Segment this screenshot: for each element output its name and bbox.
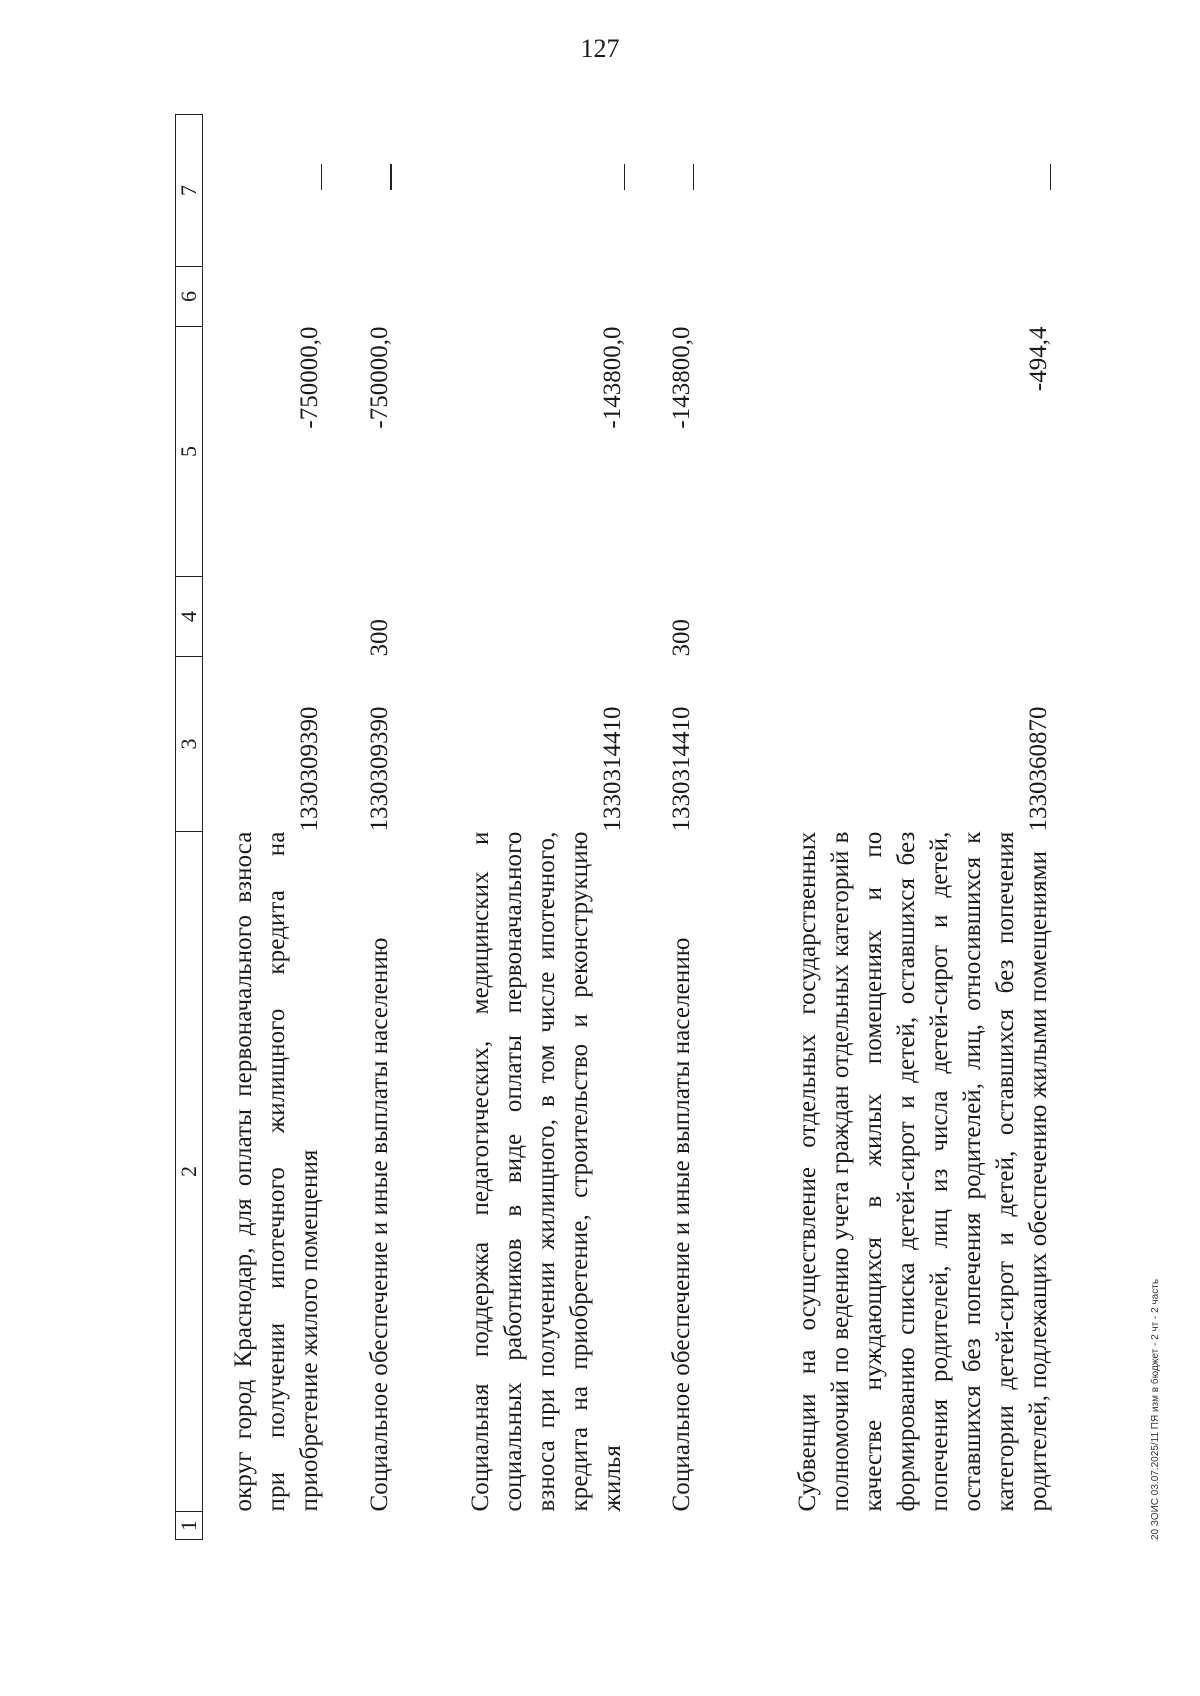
footer-note: 20 ЗОИС 03.07.2025/11 ПЯ изм в бюджет - 2 чт - 2 часть xyxy=(1150,1278,1161,1540)
row-vr: 300 xyxy=(668,619,696,657)
row-col7-dash xyxy=(657,115,698,267)
row-vr xyxy=(424,577,630,657)
row-description: Социальная поддержка педагогических, медицинских и социальных работников в виде оплаты первоначального взноса при получении жилищного, в том числе ипотечного, кредита на приобретение, строительство и реконструкцию жилья xyxy=(467,831,627,1512)
table-row xyxy=(424,115,630,1540)
row-amount: -750000,0 xyxy=(296,326,324,429)
rotated-table-wrapper xyxy=(175,115,1055,1540)
row-vr: 300 xyxy=(365,619,393,657)
row-description: Социальное обеспечение и иные выплаты населению xyxy=(668,937,696,1512)
row-amount: -750000,0 xyxy=(365,326,393,429)
row-vr xyxy=(726,577,1055,657)
row-code: 1330309390 xyxy=(296,706,324,832)
row-amount: -143800,0 xyxy=(668,326,696,429)
header-col-6: 6 xyxy=(176,267,203,327)
row-col7-dash xyxy=(424,115,630,267)
header-col-3: 3 xyxy=(176,657,203,832)
row-code: 1330314410 xyxy=(668,706,696,832)
header-col-5: 5 xyxy=(176,327,203,577)
header-col-7: 7 xyxy=(176,115,203,267)
header-col-2: 2 xyxy=(176,832,203,1512)
row-amount: -494,4 xyxy=(1025,326,1052,392)
table-row xyxy=(354,115,395,1540)
budget-table xyxy=(175,114,1055,1540)
row-description: Субвенции на осуществление отдельных государственных полномочий по ведению учета граждан отдельных категорий в качестве нуждающихся в жилых помещениях и по формированию списка детей-сирот и детей, оставшихся без попечения родителей, лиц из числа детей-сирот и детей, оставшихся без попечения родителей, лиц, относившихся к категории детей-сирот и детей, оставшихся без попечения родителей, подлежащих обеспечению жилыми помещениями xyxy=(794,831,1052,1512)
row-col7-dash xyxy=(726,115,1055,267)
row-col7-dash xyxy=(203,115,327,267)
row-col7-dash xyxy=(354,115,395,267)
header-col-4: 4 xyxy=(176,577,203,657)
row-description: Социальное обеспечение и иные выплаты населению xyxy=(365,937,393,1512)
header-row xyxy=(176,115,203,1540)
row-code: 1330314410 xyxy=(599,706,627,832)
row-vr xyxy=(203,577,327,657)
header-col-1: 1 xyxy=(176,1512,203,1540)
table-row xyxy=(203,115,327,1540)
row-code: 1330360870 xyxy=(1025,706,1052,832)
table-row xyxy=(726,115,1055,1540)
row-amount: -143800,0 xyxy=(599,326,627,429)
row-description: округ город Краснодар, для оплаты первоначального взноса при получении ипотечного жилищного кредита на приобретение жилого помещения xyxy=(230,831,324,1512)
page-number: 127 xyxy=(580,34,620,63)
table-row xyxy=(657,115,698,1540)
row-code: 1330309390 xyxy=(365,706,393,832)
